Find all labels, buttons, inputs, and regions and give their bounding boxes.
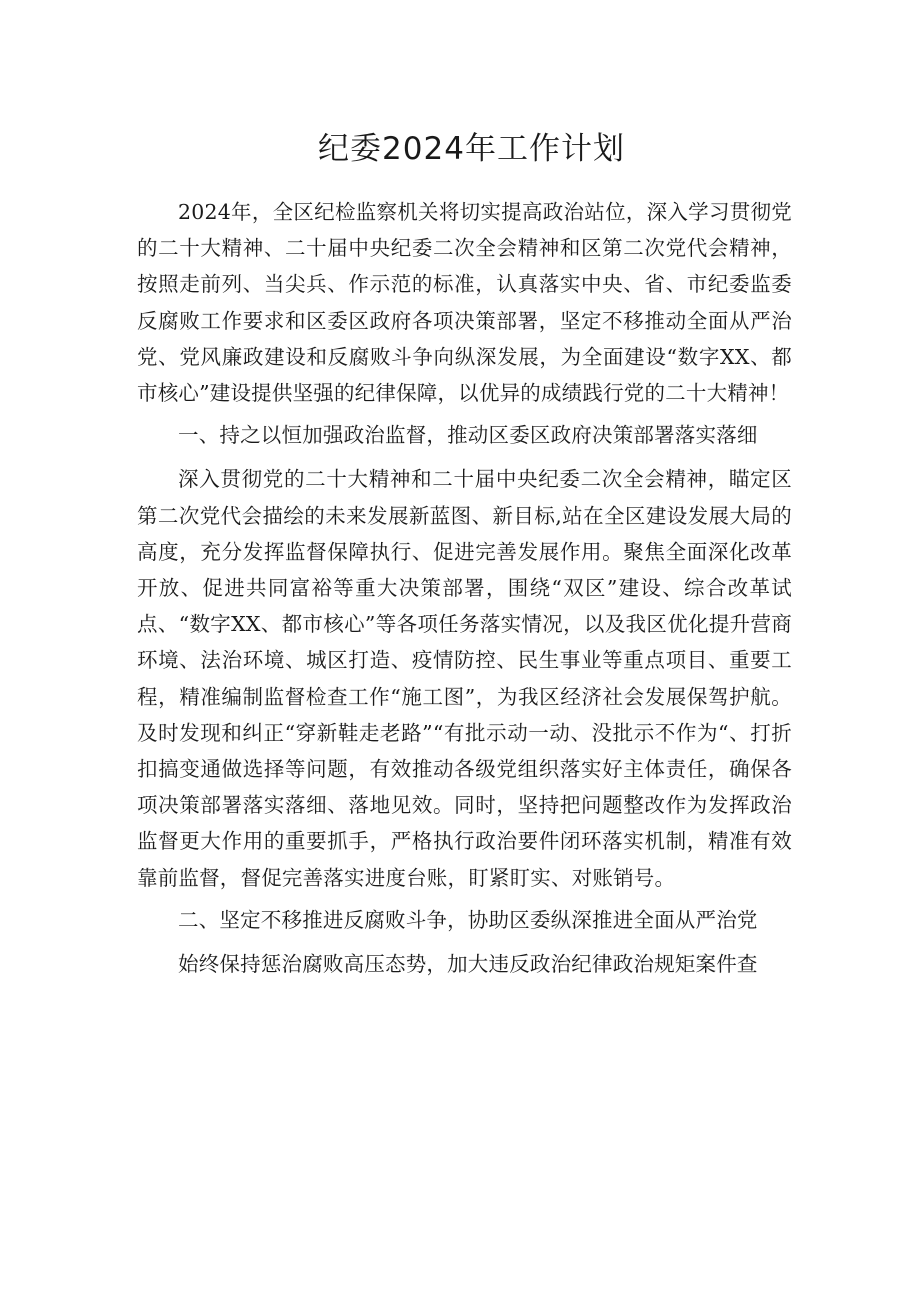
section-1-heading: 一、持之以恒加强政治监督，推动区委区政府决策部署落实落细 (178, 423, 758, 448)
document-title: 纪委2024年工作计划 (318, 131, 625, 167)
section-2-heading: 二、坚定不移推进反腐败斗争，协助区委纵深推进全面从严治党 (178, 907, 758, 932)
intro-paragraph: 2024年，全区纪检监察机关将切实提高政治站位，深入学习贯彻党的二十大精神、二十届中央纪委二次全会精神和区第二次党代会精神，按照走前列、当尖兵、作示范的标准，认真落实中央、省、市纪委监委反腐败工作要求和区委区政府各项决策部署，坚定不移推动全面从严治党、党风廉政建设和反腐败斗争向纵深发展，为全面建设“数字XX、都市核心”建设提供坚强的纪律保障，以优异的成绩践行党的二十大精神！ (137, 200, 792, 406)
section-1-body: 深入贯彻党的二十大精神和二十届中央纪委二次全会精神，瞄定区第二次党代会描绘的未来发展新蓝图、新目标,站在全区建设发展大局的高度，充分发挥监督保障执行、促进完善发展作用。聚焦全面深化改革开放、促进共同富裕等重大决策部署，围绕“双区”建设、综合改革试点、“数字XX、都市核心”等各项任务落实情况，以及我区优化提升营商环境、法治环境、城区打造、疫情防控、民生事业等重点项目、重要工程，精准编制监督检查工作“施工图”，为我区经济社会发展保驾护航。及时发现和纠正“穿新鞋走老路”“有批示动一动、没批示不作为“、打折扣搞变通做选择等问题，有效推动各级党组织落实好主体责任，确保各项决策部署落实落细、落地见效。同时，坚持把问题整改作为发挥政治监督更大作用的重要抓手，严格执行政治要件闭环落实机制，精准有效靠前监督，督促完善落实进度台账，盯紧盯实、对账销号。 (137, 467, 792, 890)
section-2-body: 始终保持惩治腐败高压态势，加大违反政治纪律政治规矩案件查 (178, 952, 758, 977)
